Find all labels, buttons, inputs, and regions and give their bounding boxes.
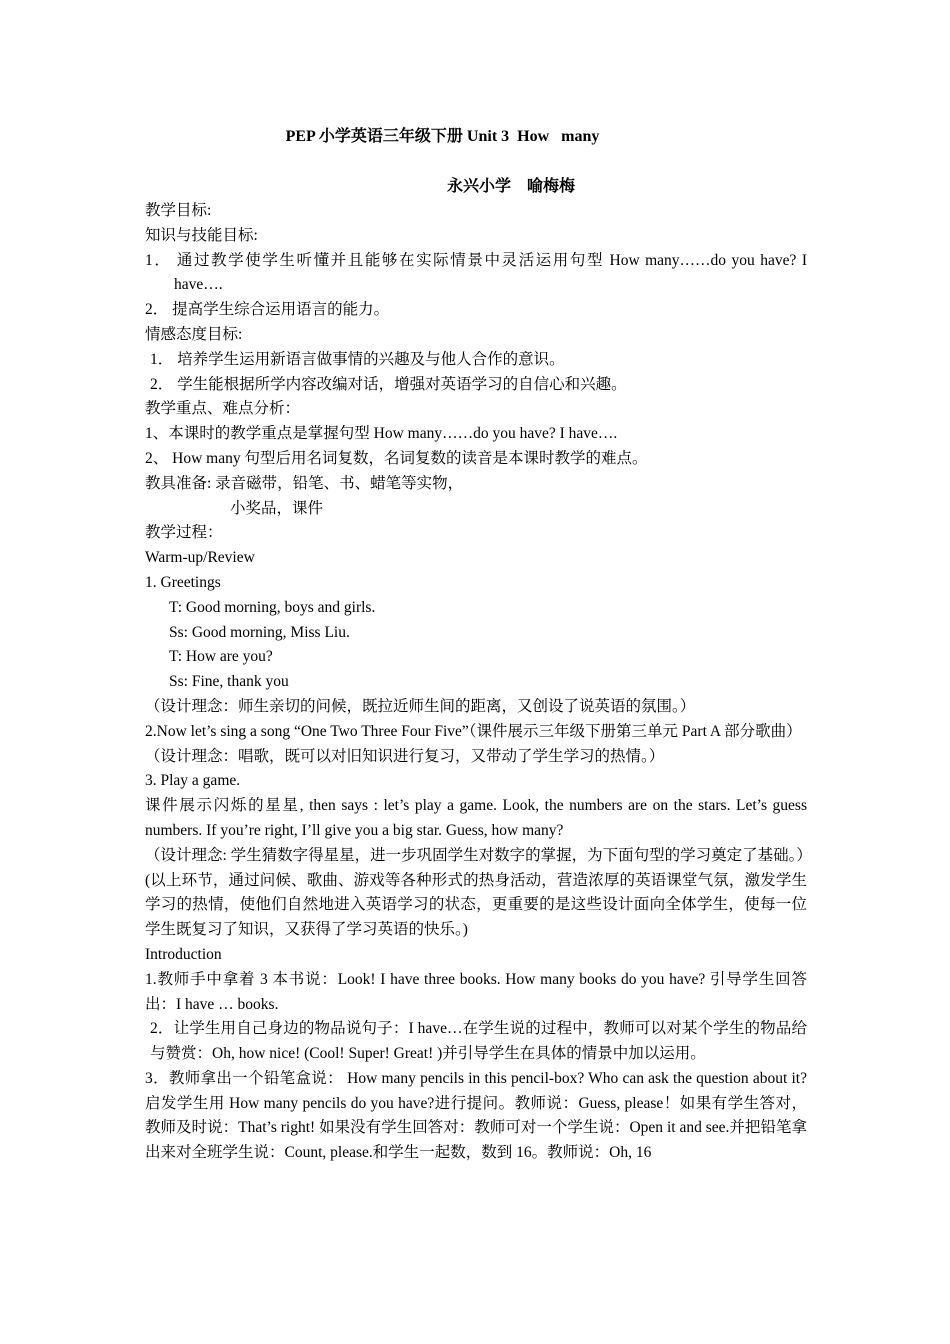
paragraph: 1． 培养学生运用新语言做事情的兴趣及与他人合作的意识。 xyxy=(150,350,565,368)
dialogue-line: Ss: Fine, thank you xyxy=(169,673,289,691)
paragraph: 课件展示闪烁的星星, then says : let’s play a game. Look, the numbers are on the stars. Let’s guess numbers. If you’re right, I’ll give you a big star. Guess, how many? xyxy=(145,797,807,839)
paragraph: 2． 提高学生综合运用语言的能力。 xyxy=(145,301,390,319)
paragraph: Introduction xyxy=(145,945,222,963)
paragraph: 3．教师拿出一个铅笔盒说： How many pencils in this pencil-box? Who can ask the question about it? 启发学生用 How many pencils do you have?进行提问。教师说：Guess, please！如果有学生答对，教师及时说：That’s right! 如果没有学生回答对：教师可对一个学生说：Open it and see.并把铅笔拿出来对全班学生说：Count, please.和学生一起数，数到 16。教师说：Oh, 16 xyxy=(145,1069,807,1162)
dialogue-line: T: Good morning, boys and girls. xyxy=(169,598,376,616)
dialogue-line: T: How are you? xyxy=(169,648,273,666)
paragraph: Warm-up/Review xyxy=(145,549,255,567)
paragraph: 知识与技能目标: xyxy=(145,226,258,244)
paragraph: 教学目标: xyxy=(145,202,212,219)
paragraph: 小奖品，课件 xyxy=(230,499,324,517)
paragraph: 3. Play a game. xyxy=(145,772,241,790)
paragraph: 教学过程： xyxy=(145,524,223,542)
paragraph: 1. Greetings xyxy=(145,573,221,591)
paragraph: 2． 学生能根据所学内容改编对话，增强对英语学习的自信心和兴趣。 xyxy=(150,375,627,393)
author-line: 永兴小学 喻梅梅 xyxy=(447,178,576,195)
paragraph: (以上环节，通过问候、歌曲、游戏等各种形式的热身活动，营造浓厚的英语课堂气氛，激发学生学习的热情，使他们自然地进入英语学习的状态，更重要的是这些设计面向全体学生，使每一位学生既复习了知识，又获得了学习英语的快乐。) xyxy=(145,871,807,939)
paragraph: 1． 通过教学使学生听懂并且能够在实际情景中灵活运用句型 How many……do you have? I have…. xyxy=(145,251,807,294)
paragraph: 情感态度目标: xyxy=(145,325,243,343)
paragraph: 教具准备: 录音磁带，铅笔、书、蜡笔等实物， xyxy=(145,474,464,492)
paragraph: （设计理念: 学生猜数字得星星，进一步巩固学生对数字的掌握，为下面句型的学习奠定了基础。） xyxy=(145,846,812,864)
paragraph: （设计理念：唱歌，既可以对旧知识进行复习，又带动了学生学习的热情。） xyxy=(145,747,665,765)
paragraph: 2、 How many 句型后用名词复数，名词复数的读音是本课时教学的难点。 xyxy=(145,449,648,467)
dialogue-line: Ss: Good morning, Miss Liu. xyxy=(169,623,350,641)
paragraph: 1.教师手中拿着 3 本书说：Look! I have three books. How many books do you have? 引导学生回答出：I have … books. xyxy=(145,970,807,1013)
document-title: PEP 小学英语三年级下册 Unit 3 How many xyxy=(285,128,600,145)
paragraph: 教学重点、难点分析： xyxy=(145,400,301,418)
paragraph: 2．让学生用自己身边的物品说句子：I have…在学生说的过程中，教师可以对某个学生的物品给与赞赏：Oh, how nice! (Cool! Super! Great! )并引导学生在具体的情景中加以运用。 xyxy=(150,1020,807,1063)
paragraph: （设计理念：师生亲切的问候，既拉近师生间的距离，又创设了说英语的氛围。） xyxy=(145,697,696,715)
document-body xyxy=(145,199,812,1166)
paragraph: 1、本课时的教学重点是掌握句型 How many……do you have? I have…. xyxy=(145,425,618,443)
paragraph: 2.Now let’s sing a song “One Two Three Four Five”（课件展示三年级下册第三单元 Part A 部分歌曲） xyxy=(145,722,802,740)
